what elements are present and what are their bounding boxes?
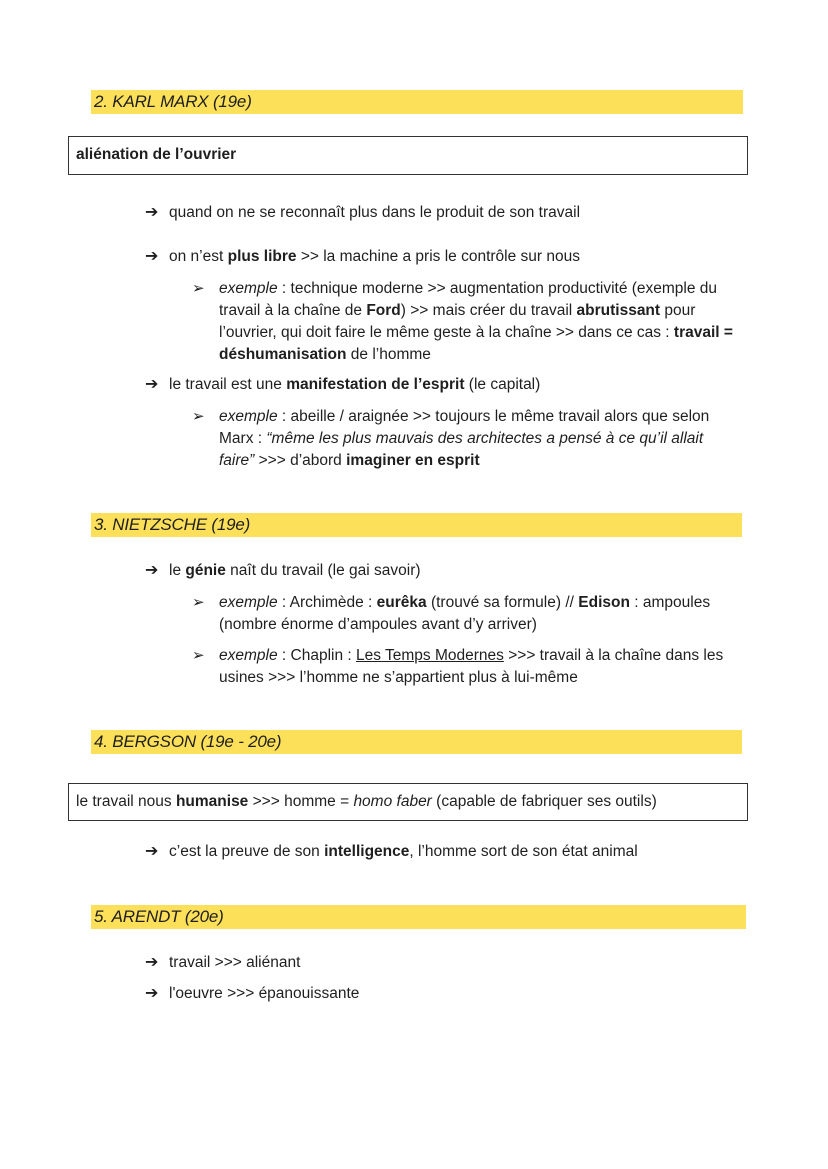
- section-heading-bergson: [91, 730, 742, 754]
- section-heading-marx: [91, 90, 743, 114]
- section-heading-nietzsche: [91, 513, 742, 537]
- bullet-text: travail >>> aliénant: [169, 954, 301, 971]
- concept-text: aliénation de l’ouvrier: [76, 146, 237, 163]
- heading-text: 2. KARL MARX (19e): [94, 92, 252, 111]
- bullet-text: on n’est plus libre >> la machine a pris le contrôle sur nous: [169, 248, 580, 265]
- heading-text: 4. BERGSON (19e - 20e): [94, 732, 282, 751]
- arrow-bullet-icon: ➔: [145, 985, 159, 1002]
- example-text: exemple : Archimède : eurêka (trouvé sa formule) // Edison : ampoules (nombre énorme d’ampoules avant d’y arriver): [219, 594, 711, 633]
- bullet-text: le travail est une manifestation de l’esprit (le capital): [169, 376, 541, 393]
- bullet-text: l'oeuvre >>> épanouissante: [169, 985, 360, 1002]
- arrow-bullet-icon: ➔: [145, 843, 159, 860]
- bullet-text: le génie naît du travail (le gai savoir): [169, 562, 421, 579]
- arrow-bullet-icon: ➔: [145, 376, 159, 393]
- heading-text: 5. ARENDT (20e): [94, 907, 224, 926]
- concept-box-humanise: [68, 783, 748, 821]
- heading-text: 3. NIETZSCHE (19e): [94, 515, 251, 534]
- arrow-bullet-icon: ➔: [145, 248, 159, 265]
- concept-text: le travail nous humanise >>> homme = homo faber (capable de fabriquer ses outils): [76, 793, 657, 810]
- bullet-text: quand on ne se reconnaît plus dans le produit de son travail: [169, 204, 581, 221]
- sub-bullet-icon: ➢: [192, 408, 205, 425]
- example-text: exemple : technique moderne >> augmentation productivité (exemple du travail à la chaîne de Ford) >> mais créer du travail abrutissant pour l’ouvrier, qui doit faire le même geste à la chaîne >> dans ce cas : travail = déshumanisation de l’homme: [219, 280, 733, 363]
- example-text: exemple : abeille / araignée >> toujours le même travail alors que selon Marx : “même les plus mauvais des architectes a pensé à ce qu’il allait faire” >>> d’abord imaginer en esprit: [219, 408, 710, 469]
- arrow-bullet-icon: ➔: [145, 562, 159, 579]
- section-heading-arendt: [91, 905, 746, 929]
- bullet-text: c’est la preuve de son intelligence, l’homme sort de son état animal: [169, 843, 638, 860]
- arrow-bullet-icon: ➔: [145, 954, 159, 971]
- sub-bullet-icon: ➢: [192, 594, 205, 611]
- sub-bullet-icon: ➢: [192, 647, 205, 664]
- example-text: exemple : Chaplin : Les Temps Modernes >>> travail à la chaîne dans les usines >>> l’homme ne s’appartient plus à lui-même: [219, 647, 724, 686]
- sub-bullet-icon: ➢: [192, 280, 205, 297]
- concept-box-alienation: [68, 136, 748, 175]
- arrow-bullet-icon: ➔: [145, 204, 159, 221]
